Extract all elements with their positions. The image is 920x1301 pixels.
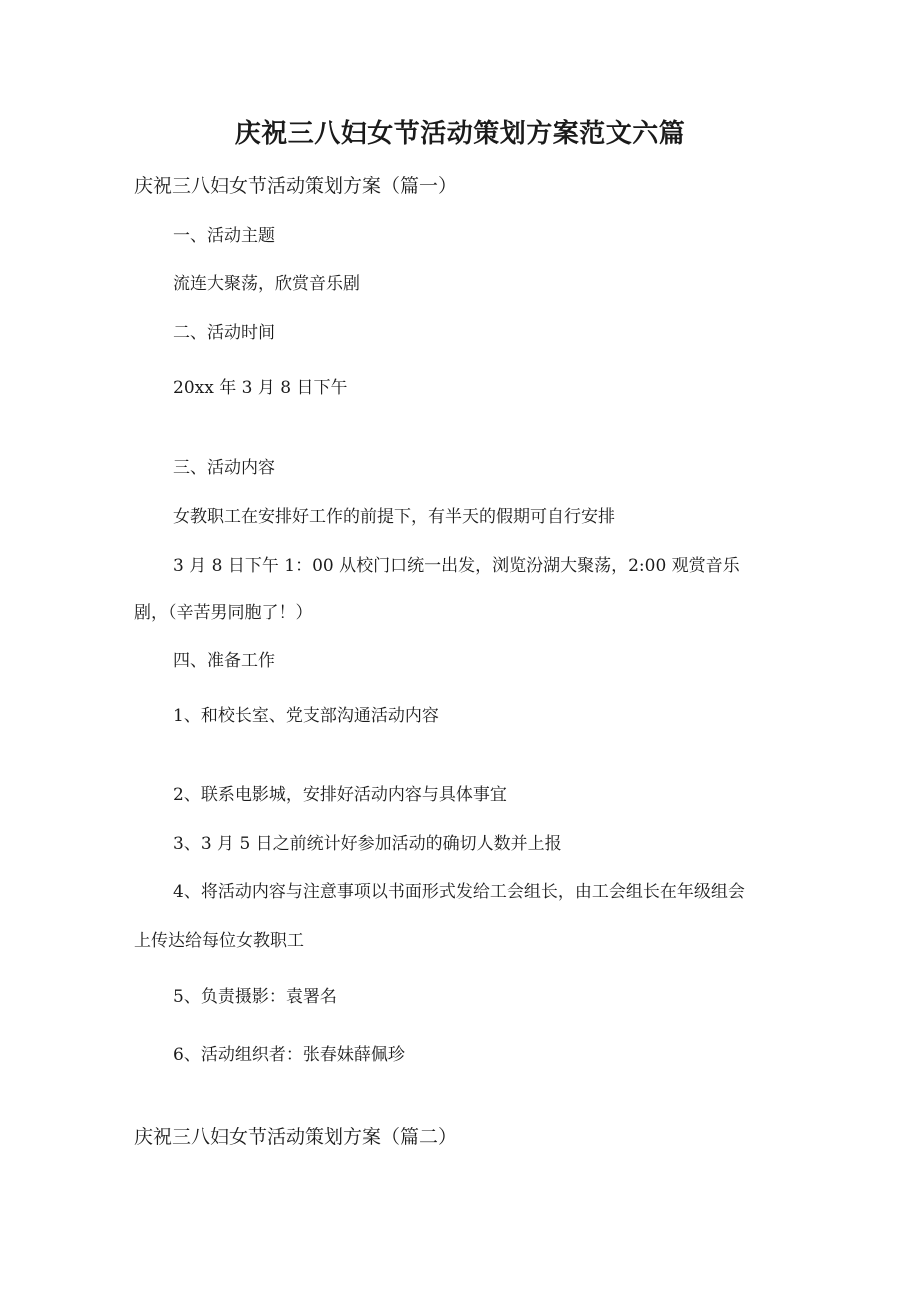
- theme-text: 流连大聚荡，欣赏音乐剧: [173, 274, 360, 294]
- prep-item-4a: 4、将活动内容与注意事项以书面形式发给工会组长，由工会组长在年级组会: [173, 882, 745, 902]
- time-text: 20xx 年 3 月 8 日下午: [173, 378, 348, 398]
- document-title: 庆祝三八妇女节活动策划方案范文六篇: [234, 119, 686, 149]
- prep-item-1: 1、和校长室、党支部沟通活动内容: [173, 706, 439, 726]
- content-line-2b: 剧，（辛苦男同胞了！）: [134, 603, 313, 623]
- prep-item-5: 5、负责摄影：袁署名: [173, 987, 337, 1007]
- prep-item-2: 2、联系电影城，安排好活动内容与具体事宜: [173, 785, 507, 805]
- time-heading: 二、活动时间: [173, 323, 275, 343]
- content-line-2a: 3 月 8 日下午 1：00 从校门口统一出发，浏览汾湖大聚荡，2:00 观赏音乐: [173, 556, 740, 576]
- theme-heading: 一、活动主题: [173, 226, 275, 246]
- prep-item-3: 3、3 月 5 日之前统计好参加活动的确切人数并上报: [173, 834, 562, 854]
- prep-item-4b: 上传达给每位女教职工: [134, 931, 304, 951]
- content-heading: 三、活动内容: [173, 458, 275, 478]
- content-line-1: 女教职工在安排好工作的前提下，有半天的假期可自行安排: [173, 507, 615, 527]
- section2-heading: 庆祝三八妇女节活动策划方案（篇二）: [134, 1126, 458, 1148]
- prep-heading: 四、准备工作: [173, 651, 275, 671]
- section1-heading: 庆祝三八妇女节活动策划方案（篇一）: [134, 175, 458, 197]
- prep-item-6: 6、活动组织者：张春妹薛佩珍: [173, 1045, 405, 1065]
